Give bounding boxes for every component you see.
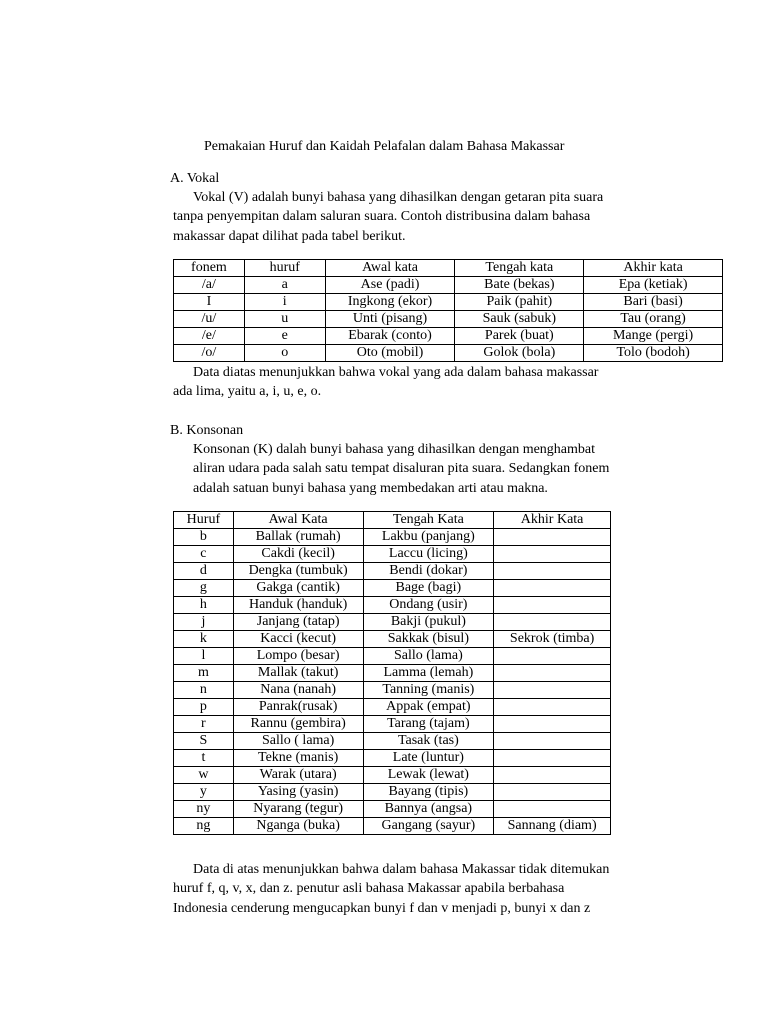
table-row [174, 563, 611, 580]
table-cell: Epa (ketiak) [584, 277, 723, 294]
table-row [174, 580, 611, 597]
table-cell: Tanning (manis) [363, 682, 494, 699]
table-cell: Late (luntur) [363, 750, 494, 767]
table-cell [494, 648, 611, 665]
section-b-heading: B. Konsonan [170, 423, 244, 438]
section-a-note-line: Data diatas menunjukkan bahwa vokal yang ada dalam bahasa makassar [193, 365, 599, 380]
section-b-note-line: Indonesia cenderung mengucapkan bunyi f dan v menjadi p, bunyi x dan z [173, 901, 591, 916]
consonant-table [173, 511, 611, 835]
table-cell: b [174, 529, 234, 546]
table-row [174, 277, 723, 294]
table-cell: ng [174, 818, 234, 835]
table-cell: Bayang (tipis) [363, 784, 494, 801]
table-cell: Handuk (handuk) [233, 597, 363, 614]
table-cell: Bannya (angsa) [363, 801, 494, 818]
section-a-paragraph-line: makassar dapat dilihat pada tabel berikut. [173, 229, 406, 244]
table-cell: Tau (orang) [584, 311, 723, 328]
table-cell: Unti (pisang) [325, 311, 455, 328]
table-cell: Nyarang (tegur) [233, 801, 363, 818]
table-header-cell: Awal kata [325, 260, 455, 277]
table-cell: m [174, 665, 234, 682]
table-cell [494, 546, 611, 563]
section-b-note-line: Data di atas menunjukkan bahwa dalam bahasa Makassar tidak ditemukan [193, 862, 610, 877]
table-cell: k [174, 631, 234, 648]
section-a-note-line: ada lima, yaitu a, i, u, e, o. [173, 384, 322, 399]
table-cell [494, 784, 611, 801]
section-b-paragraph-line: adalah satuan bunyi bahasa yang membedakan arti atau makna. [193, 481, 548, 496]
table-cell: ny [174, 801, 234, 818]
table-cell: j [174, 614, 234, 631]
table-row [174, 328, 723, 345]
table-row [174, 682, 611, 699]
table-cell: Appak (empat) [363, 699, 494, 716]
table-cell: I [174, 294, 245, 311]
table-cell: Ballak (rumah) [233, 529, 363, 546]
table-row [174, 529, 611, 546]
table-cell: Sauk (sabuk) [455, 311, 584, 328]
table-cell: Bendi (dokar) [363, 563, 494, 580]
table-cell: Panrak(rusak) [233, 699, 363, 716]
table-cell: Lompo (besar) [233, 648, 363, 665]
table-cell: Lakbu (panjang) [363, 529, 494, 546]
table-cell: Oto (mobil) [325, 345, 455, 362]
table-cell: w [174, 767, 234, 784]
table-row [174, 784, 611, 801]
table-cell: Ase (padi) [325, 277, 455, 294]
table-row [174, 767, 611, 784]
table-row [174, 311, 723, 328]
table-cell: u [244, 311, 325, 328]
table-cell [494, 614, 611, 631]
table-cell: S [174, 733, 234, 750]
table-row [174, 597, 611, 614]
table-cell: Janjang (tatap) [233, 614, 363, 631]
table-cell: i [244, 294, 325, 311]
table-row [174, 750, 611, 767]
table-header-row [174, 260, 723, 277]
table-cell [494, 733, 611, 750]
section-b-note-line: huruf f, q, v, x, dan z. penutur asli bahasa Makassar apabila berbahasa [173, 881, 565, 896]
table-cell: Ebarak (conto) [325, 328, 455, 345]
table-cell: Gangang (sayur) [363, 818, 494, 835]
table-row [174, 801, 611, 818]
table-cell [494, 716, 611, 733]
table-cell: y [174, 784, 234, 801]
table-cell: r [174, 716, 234, 733]
section-a-paragraph-line: Vokal (V) adalah bunyi bahasa yang dihasilkan dengan getaran pita suara [193, 190, 604, 205]
table-cell: /u/ [174, 311, 245, 328]
table-row [174, 294, 723, 311]
table-cell [494, 580, 611, 597]
table-cell: g [174, 580, 234, 597]
table-cell: Bakji (pukul) [363, 614, 494, 631]
table-cell: Bari (basi) [584, 294, 723, 311]
section-b-paragraph-line: aliran udara pada salah satu tempat disaluran pita suara. Sedangkan fonem [193, 461, 610, 476]
table-cell: l [174, 648, 234, 665]
table-cell: Warak (utara) [233, 767, 363, 784]
table-cell: Tolo (bodoh) [584, 345, 723, 362]
table-cell: Bage (bagi) [363, 580, 494, 597]
table-cell: /a/ [174, 277, 245, 294]
page-title: Pemakaian Huruf dan Kaidah Pelafalan dalam Bahasa Makassar [204, 139, 565, 154]
table-cell: e [244, 328, 325, 345]
table-cell: Tekne (manis) [233, 750, 363, 767]
table-cell [494, 801, 611, 818]
table-cell: /o/ [174, 345, 245, 362]
table-cell: t [174, 750, 234, 767]
table-cell [494, 767, 611, 784]
table-cell: o [244, 345, 325, 362]
table-cell: Tasak (tas) [363, 733, 494, 750]
table-cell: Rannu (gembira) [233, 716, 363, 733]
table-header-row [174, 512, 611, 529]
table-row [174, 631, 611, 648]
table-header-cell: Huruf [174, 512, 234, 529]
table-cell [494, 665, 611, 682]
table-cell: Kacci (kecut) [233, 631, 363, 648]
table-cell: Yasing (yasin) [233, 784, 363, 801]
table-row [174, 733, 611, 750]
table-cell: d [174, 563, 234, 580]
table-cell: Nganga (buka) [233, 818, 363, 835]
vowel-table [173, 259, 723, 362]
table-header-cell: huruf [244, 260, 325, 277]
table-cell: p [174, 699, 234, 716]
table-cell: Sannang (diam) [494, 818, 611, 835]
table-cell [494, 682, 611, 699]
table-cell: Sallo (lama) [363, 648, 494, 665]
table-row [174, 648, 611, 665]
table-cell: Bate (bekas) [455, 277, 584, 294]
table-row [174, 665, 611, 682]
table-cell [494, 699, 611, 716]
table-cell [494, 529, 611, 546]
table-header-cell: Akhir Kata [494, 512, 611, 529]
table-cell: a [244, 277, 325, 294]
table-cell: Lamma (lemah) [363, 665, 494, 682]
table-header-cell: Tengah Kata [363, 512, 494, 529]
table-cell: Paik (pahit) [455, 294, 584, 311]
table-cell: /e/ [174, 328, 245, 345]
table-cell: Cakdi (kecil) [233, 546, 363, 563]
table-row [174, 345, 723, 362]
table-row [174, 716, 611, 733]
table-header-cell: Tengah kata [455, 260, 584, 277]
table-row [174, 546, 611, 563]
table-row [174, 614, 611, 631]
section-a-heading: A. Vokal [170, 171, 220, 186]
table-cell [494, 597, 611, 614]
table-cell: Dengka (tumbuk) [233, 563, 363, 580]
table-cell: Tarang (tajam) [363, 716, 494, 733]
table-cell: Laccu (licing) [363, 546, 494, 563]
section-b-paragraph-line: Konsonan (K) dalah bunyi bahasa yang dihasilkan dengan menghambat [193, 442, 596, 457]
section-a-paragraph-line: tanpa penyempitan dalam saluran suara. Contoh distribusina dalam bahasa [173, 209, 591, 224]
table-cell: Mallak (takut) [233, 665, 363, 682]
table-header-cell: Akhir kata [584, 260, 723, 277]
table-header-cell: fonem [174, 260, 245, 277]
table-header-cell: Awal Kata [233, 512, 363, 529]
table-cell: Sallo ( lama) [233, 733, 363, 750]
table-cell [494, 563, 611, 580]
table-cell: Ingkong (ekor) [325, 294, 455, 311]
table-row [174, 699, 611, 716]
table-cell: n [174, 682, 234, 699]
table-cell: Nana (nanah) [233, 682, 363, 699]
table-cell: Lewak (lewat) [363, 767, 494, 784]
table-cell: Sekrok (timba) [494, 631, 611, 648]
table-cell: Sakkak (bisul) [363, 631, 494, 648]
table-cell: Ondang (usir) [363, 597, 494, 614]
table-cell: c [174, 546, 234, 563]
table-cell: h [174, 597, 234, 614]
table-cell: Mange (pergi) [584, 328, 723, 345]
table-cell: Parek (buat) [455, 328, 584, 345]
table-row [174, 818, 611, 835]
table-cell: Gakga (cantik) [233, 580, 363, 597]
table-cell: Golok (bola) [455, 345, 584, 362]
table-cell [494, 750, 611, 767]
